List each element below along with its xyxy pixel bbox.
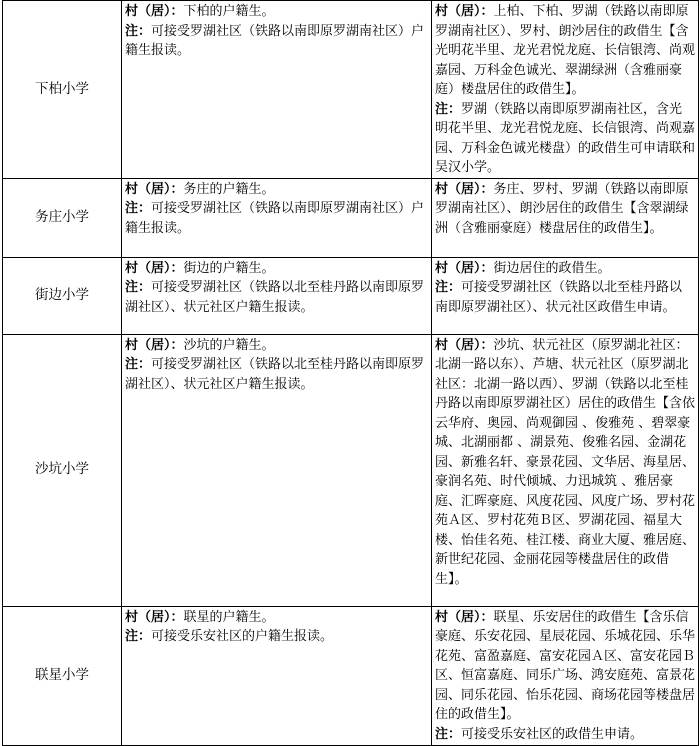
paragraph-text: 罗湖（铁路以南即原罗湖南社区，含光明花半里、龙光君悦龙庭、长信银湾、尚观嘉园、万科金色诚光楼盘）的政借生可申请联和吴汉小学。 [435, 101, 696, 175]
hukou-cell [122, 257, 432, 334]
paragraph-text: 联星的户籍生。 [183, 609, 275, 625]
cell-paragraph [125, 2, 428, 22]
cell-paragraph [125, 336, 428, 356]
school-name: 联星小学 [3, 606, 122, 745]
cell-paragraph [435, 180, 695, 239]
paragraph-label: 注： [125, 280, 152, 295]
cell-paragraph [125, 180, 428, 200]
hukou-cell [122, 606, 432, 745]
hukou-cell [122, 1, 432, 179]
policy-cell [432, 1, 699, 179]
table-row [3, 334, 699, 606]
cell-paragraph [125, 608, 428, 628]
school-name: 下柏小学 [3, 1, 122, 179]
cell-paragraph [125, 278, 428, 317]
paragraph-label: 村（居）： [435, 181, 494, 197]
paragraph-label: 村（居）： [435, 4, 494, 19]
paragraph-text: 务庄的户籍生。 [183, 181, 275, 197]
paragraph-text: 沙坑、状元社区（原罗湖北社区：北湖一路以东）、芦塘、状元社区（原罗湖北社区：北湖一路以西）、罗湖（铁路以北至桂丹路以南即原罗湖社区）居住的政借生【含依云华府、奥园、尚观御园 、俊雅苑 、碧翠豪城、北湖丽都 、湖景苑、俊雅名园、金湖花园、新雅名轩、豪景花园、文华居、海星居、豪润名苑、时代倾城、力迅城筑 、雅居豪庭、汇晖豪庭、风度花园、风度广场、罗村花苑Ａ区、罗村花苑Ｂ区、罗湖花园、福星大楼、怡佳名苑、桂江楼、商业大厦、雅居庭、新世纪花园、金丽花园等楼盘居住的政借生】。 [435, 337, 696, 587]
paragraph-text: 下柏的户籍生。 [183, 4, 275, 19]
cell-paragraph [125, 355, 428, 394]
paragraph-text: 可接受罗湖社区（铁路以南即原罗湖南社区）户籍生报读。 [125, 201, 425, 236]
cell-paragraph [125, 199, 428, 238]
cell-paragraph [435, 259, 695, 279]
paragraph-label: 村（居）： [435, 337, 494, 353]
cell-paragraph [435, 608, 695, 725]
cell-paragraph [435, 725, 695, 745]
cell-paragraph [435, 2, 695, 100]
table-row [3, 606, 699, 745]
table-row [3, 257, 699, 334]
paragraph-text: 可接受罗湖社区（铁路以北至桂丹路以南即原罗湖社区）、状元社区户籍生报读。 [125, 280, 425, 315]
paragraph-label: 注： [125, 629, 152, 644]
policy-cell [432, 334, 699, 606]
paragraph-label: 村（居）： [125, 609, 184, 625]
paragraph-label: 注： [435, 280, 462, 295]
paragraph-text: 沙坑的户籍生。 [183, 337, 275, 353]
paragraph-text: 街边的户籍生。 [183, 260, 275, 276]
paragraph-text: 可接受乐安社区的政借生申请。 [461, 726, 644, 742]
policy-cell [432, 606, 699, 745]
paragraph-label: 注： [435, 726, 462, 742]
cell-paragraph [435, 336, 695, 590]
school-name: 沙坑小学 [3, 334, 122, 606]
paragraph-label: 村（居）： [125, 181, 184, 197]
paragraph-label: 注： [435, 101, 462, 117]
paragraph-text: 上柏、下柏、罗湖（铁路以南即原罗湖南社区）、罗村、朗沙居住的政借生【含光明花半里、龙光君悦龙庭、长信银湾、尚观嘉园、万科金色诚光、翠湖绿洲（含雅丽豪庭）楼盘居住的政借生】。 [435, 4, 696, 97]
table-row [3, 178, 699, 257]
cell-paragraph [125, 627, 428, 647]
school-name: 务庄小学 [3, 178, 122, 257]
paragraph-text: 可接受罗湖社区（铁路以南即原罗湖南社区）户籍生报读。 [125, 23, 425, 58]
paragraph-label: 村（居）： [435, 260, 494, 276]
paragraph-text: 街边居住的政借生。 [493, 260, 611, 276]
paragraph-text: 可接受罗湖社区（铁路以北至桂丹路以南即原罗湖社区）、状元社区政借生申请。 [435, 280, 683, 315]
table-row [3, 1, 699, 179]
hukou-cell [122, 334, 432, 606]
paragraph-label: 注： [125, 201, 152, 216]
cell-paragraph [125, 259, 428, 279]
paragraph-label: 村（居）： [435, 609, 494, 625]
hukou-cell [122, 178, 432, 257]
paragraph-text: 可接受乐安社区的户籍生报读。 [151, 629, 334, 644]
cell-paragraph [125, 22, 428, 61]
school-enrollment-table [2, 0, 699, 746]
paragraph-label: 注： [125, 357, 152, 372]
cell-paragraph [435, 278, 695, 317]
policy-cell [432, 257, 699, 334]
cell-paragraph [435, 100, 695, 178]
paragraph-text: 联星、乐安居住的政借生【含乐信豪庭、乐安花园、星辰花园、乐城花园、乐华花苑、富盈嘉庭、富安花园Ａ区、富安花园Ｂ区、恒富嘉庭、同乐广场、鸿安庭苑、富景花园、同乐花园、怡乐花园、商场花园等楼盘居住的政借生】。 [435, 609, 696, 722]
paragraph-text: 可接受罗湖社区（铁路以北至桂丹路以南即原罗湖社区）、状元社区户籍生报读。 [125, 357, 425, 392]
paragraph-label: 村（居）： [125, 260, 184, 276]
policy-cell [432, 178, 699, 257]
paragraph-label: 村（居）： [125, 4, 184, 19]
paragraph-label: 村（居）： [125, 337, 184, 353]
paragraph-label: 注： [125, 23, 152, 39]
paragraph-text: 务庄、罗村、罗湖（铁路以南即原罗湖南社区）、朗沙居住的政借生【含翠湖绿洲（含雅丽豪庭）楼盘居住的政借生】。 [435, 181, 689, 236]
school-name: 街边小学 [3, 257, 122, 334]
